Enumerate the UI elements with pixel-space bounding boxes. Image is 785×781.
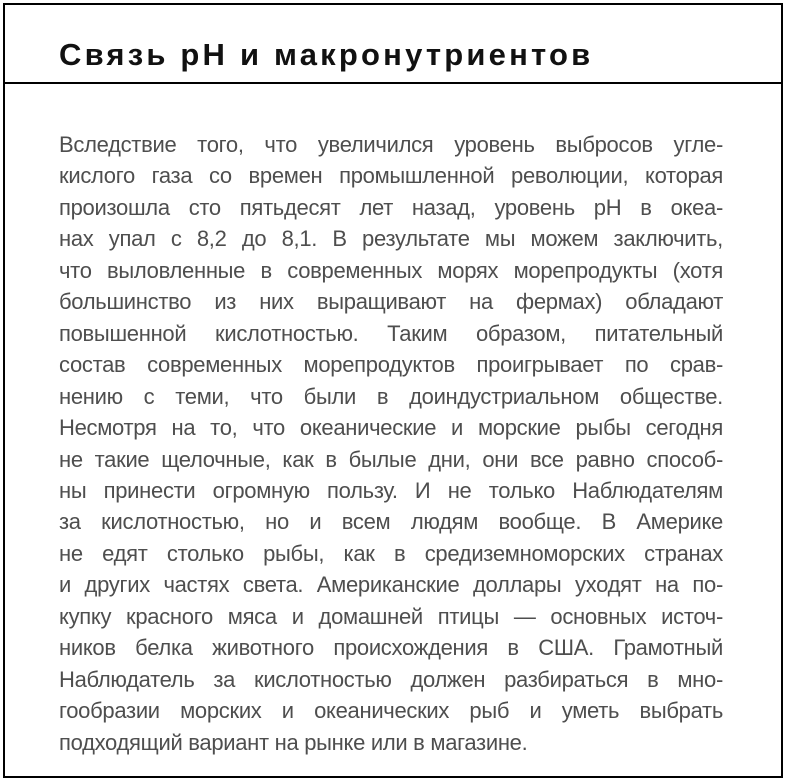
text-line: и других частях света. Американские доллары уходят на по- [59, 572, 723, 598]
text-line: ны принести огромную пользу. И не только Наблюдателям [59, 477, 723, 503]
text-line: гообразии морских и океанических рыб и уметь выбрать [59, 698, 723, 724]
text-line: что выловленные в современных морях морепродукты (хотя [59, 257, 723, 283]
text-line: нах упал с 8,2 до 8,1. В результате мы можем заключить, [59, 226, 723, 252]
text-line: Несмотря на то, что океанические и морские рыбы сегодня [59, 415, 723, 441]
text-line: купку красного мяса и домашней птицы — основных источ- [59, 603, 723, 629]
text-line: произошла сто пятьдесят лет назад, уровень pH в океа- [59, 194, 723, 220]
text-line: повышенной кислотностью. Таким образом, питательный [59, 320, 723, 346]
page-header [5, 5, 781, 84]
text-line: состав современных морепродуктов проигрывает по срав- [59, 352, 723, 378]
text-line: ников белка животного происхождения в США. Грамотный [59, 635, 723, 661]
paragraph [59, 129, 723, 758]
page-title: Связь pH и макронутриентов [59, 37, 594, 72]
text-line: за кислотностью, но и всем людям вообще. В Америке [59, 509, 723, 535]
text-line: большинство из них выращивают на фермах) обладают [59, 289, 723, 315]
text-line: нению с теми, что были в доиндустриальном обществе. [59, 383, 723, 409]
text-line: кислого газа со времен промышленной революции, которая [59, 163, 723, 189]
page-frame [3, 3, 783, 778]
text-line: Вследствие того, что увеличился уровень выбросов угле- [59, 132, 723, 157]
text-line: Наблюдатель за кислотностью должен разбираться в мно- [59, 666, 723, 692]
text-line: не едят столько рыбы, как в средиземноморских странах [59, 540, 723, 566]
text-line: подходящий вариант на рынке или в магазине. [59, 729, 528, 755]
text-line: не такие щелочные, как в былые дни, они все равно способ- [59, 446, 723, 472]
article-body [5, 84, 781, 758]
